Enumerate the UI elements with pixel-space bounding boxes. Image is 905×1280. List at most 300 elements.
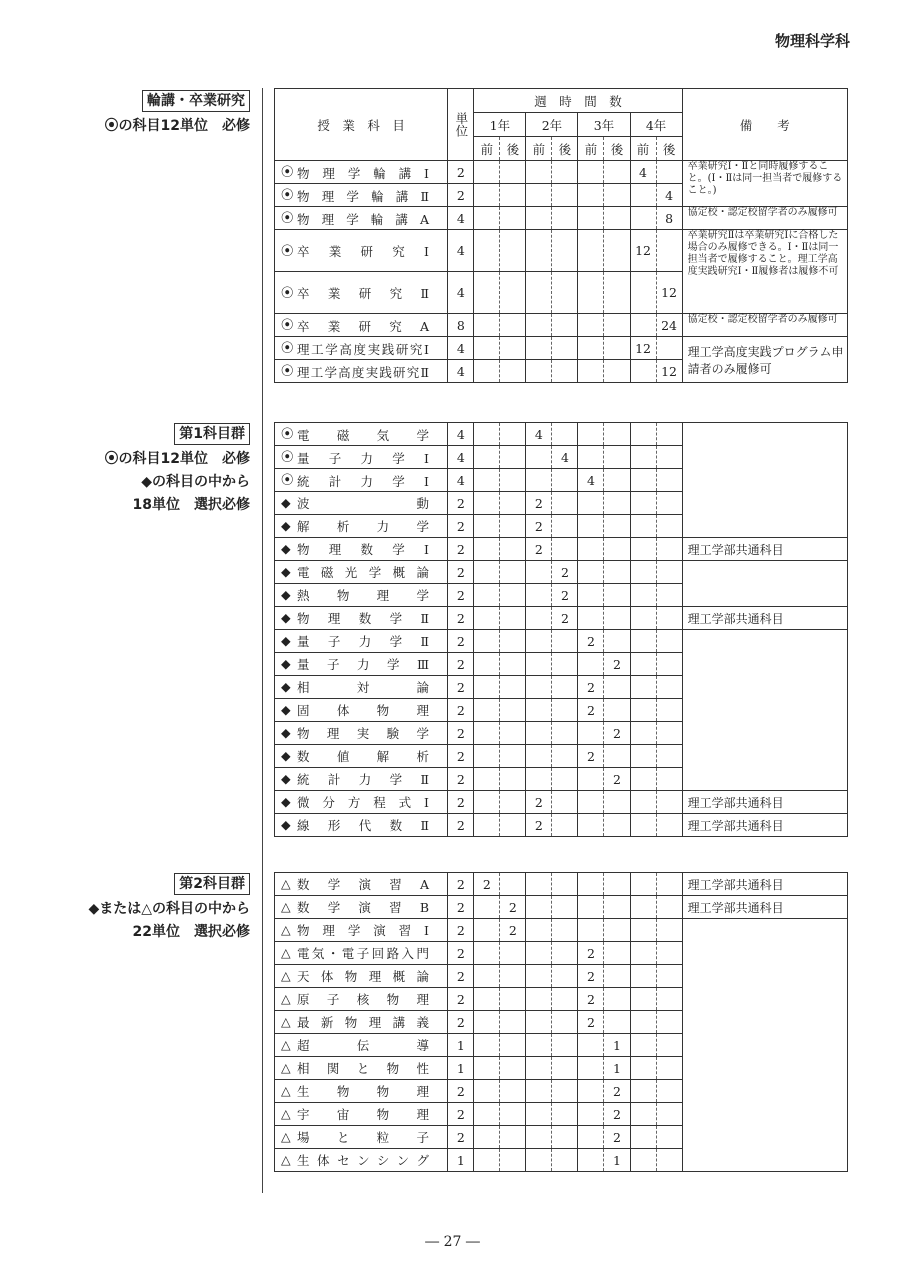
- course-name: 熱物理学: [297, 588, 429, 603]
- hours-cell: [656, 230, 682, 272]
- hours-cell: [656, 423, 682, 446]
- hours-cell: [474, 965, 500, 988]
- hours-cell: 2: [578, 745, 604, 768]
- hours-cell: [552, 337, 578, 360]
- units-cell: 2: [448, 768, 474, 791]
- hours-cell: [578, 515, 604, 538]
- course-row: [275, 814, 848, 837]
- subject-cell: [275, 699, 448, 722]
- hours-cell: [474, 469, 500, 492]
- hours-cell: [500, 492, 526, 515]
- subject-cell: [275, 184, 448, 207]
- course-name: 原子核物理: [297, 992, 429, 1007]
- hours-cell: [474, 184, 500, 207]
- course-mark-icon: △: [281, 990, 291, 1006]
- hours-cell: [474, 515, 500, 538]
- course-name: 超伝導: [297, 1038, 429, 1053]
- units-cell: 2: [448, 919, 474, 942]
- hours-cell: [526, 896, 552, 919]
- hours-cell: [500, 699, 526, 722]
- hours-cell: [656, 942, 682, 965]
- units-cell: 2: [448, 699, 474, 722]
- hours-cell: [630, 896, 656, 919]
- subject-cell: [275, 230, 448, 272]
- hours-cell: [630, 1103, 656, 1126]
- hours-cell: [604, 919, 630, 942]
- hours-cell: 1: [604, 1057, 630, 1080]
- subject-cell: [275, 561, 448, 584]
- hours-cell: [526, 1080, 552, 1103]
- course-mark-icon: ◆: [281, 586, 291, 602]
- subject-cell: [275, 919, 448, 942]
- hours-cell: 2: [604, 1103, 630, 1126]
- hours-cell: [500, 515, 526, 538]
- hours-cell: [656, 653, 682, 676]
- hours-cell: [500, 768, 526, 791]
- hours-cell: [552, 360, 578, 383]
- hours-cell: 2: [552, 561, 578, 584]
- hours-cell: [500, 653, 526, 676]
- hours-cell: [630, 1149, 656, 1172]
- course-mark-icon: △: [281, 1105, 291, 1121]
- hours-cell: [474, 607, 500, 630]
- course-mark-icon: ◆: [281, 701, 291, 717]
- course-mark-icon: ◆: [281, 540, 291, 556]
- hours-cell: [552, 184, 578, 207]
- hours-cell: [552, 161, 578, 184]
- hours-cell: [526, 745, 552, 768]
- hours-cell: [578, 561, 604, 584]
- hours-cell: [500, 1126, 526, 1149]
- course-table-group1: [274, 422, 848, 837]
- hours-cell: [604, 942, 630, 965]
- course-mark-icon: ◆: [281, 632, 291, 648]
- hours-cell: [578, 1057, 604, 1080]
- hours-cell: [578, 538, 604, 561]
- course-mark-icon: ◆: [281, 793, 291, 809]
- hours-cell: [604, 561, 630, 584]
- hours-cell: [526, 184, 552, 207]
- hours-cell: [474, 768, 500, 791]
- hours-cell: [578, 768, 604, 791]
- hours-cell: [552, 965, 578, 988]
- header-term: 後: [500, 137, 526, 161]
- units-cell: 1: [448, 1057, 474, 1080]
- hours-cell: [656, 745, 682, 768]
- units-cell: 4: [448, 337, 474, 360]
- hours-cell: [552, 814, 578, 837]
- course-name: 固体物理: [297, 703, 429, 718]
- hours-cell: [578, 314, 604, 337]
- course-name: 電磁光学概論: [297, 565, 429, 580]
- hours-cell: [656, 1057, 682, 1080]
- units-cell: 4: [448, 207, 474, 230]
- hours-cell: [630, 360, 656, 383]
- hours-cell: [656, 607, 682, 630]
- hours-cell: [526, 446, 552, 469]
- hours-cell: [630, 699, 656, 722]
- hours-cell: [630, 873, 656, 896]
- hours-cell: [656, 446, 682, 469]
- course-mark-icon: △: [281, 1036, 291, 1052]
- course-mark-icon: ◆: [281, 609, 291, 625]
- hours-cell: [552, 722, 578, 745]
- hours-cell: [474, 337, 500, 360]
- hours-cell: [500, 1011, 526, 1034]
- hours-cell: [474, 423, 500, 446]
- hours-cell: 2: [526, 791, 552, 814]
- hours-cell: 8: [656, 207, 682, 230]
- hours-cell: [526, 469, 552, 492]
- subject-cell: [275, 942, 448, 965]
- hours-cell: [630, 919, 656, 942]
- units-cell: 2: [448, 161, 474, 184]
- hours-cell: [604, 1011, 630, 1034]
- hours-cell: [604, 538, 630, 561]
- hours-cell: [500, 561, 526, 584]
- hours-cell: [656, 469, 682, 492]
- hours-cell: 4: [578, 469, 604, 492]
- header-term: 後: [552, 137, 578, 161]
- hours-cell: [552, 272, 578, 314]
- course-mark-icon: △: [281, 921, 291, 937]
- hours-cell: [578, 184, 604, 207]
- course-name: 生体センシング: [297, 1153, 429, 1168]
- course-mark-icon: ◆: [281, 724, 291, 740]
- hours-cell: [630, 561, 656, 584]
- course-name: 量子力学Ⅲ: [297, 657, 429, 672]
- units-cell: 4: [448, 469, 474, 492]
- course-mark-icon: △: [281, 1059, 291, 1075]
- hours-cell: [474, 1103, 500, 1126]
- hours-cell: [604, 492, 630, 515]
- hours-cell: 2: [604, 653, 630, 676]
- hours-cell: [604, 515, 630, 538]
- course-mark-icon: ◆: [281, 494, 291, 510]
- hours-cell: [526, 965, 552, 988]
- hours-cell: [526, 1034, 552, 1057]
- hours-cell: [526, 230, 552, 272]
- header-term: 前: [474, 137, 500, 161]
- course-row: [275, 607, 848, 630]
- remarks-cell: 協定校・認定校留学者のみ履修可: [682, 314, 847, 337]
- hours-cell: [552, 1011, 578, 1034]
- hours-cell: [656, 492, 682, 515]
- course-name: 統計力学Ⅱ: [297, 772, 429, 787]
- course-mark-icon: ◆: [281, 770, 291, 786]
- course-mark-icon: ⦿: [281, 317, 294, 333]
- course-row: [275, 561, 848, 584]
- hours-cell: [604, 423, 630, 446]
- subject-cell: [275, 584, 448, 607]
- course-name: 相対論: [297, 680, 429, 695]
- hours-cell: [552, 469, 578, 492]
- hours-cell: [500, 745, 526, 768]
- hours-cell: [604, 896, 630, 919]
- hours-cell: 2: [526, 492, 552, 515]
- hours-cell: [474, 676, 500, 699]
- hours-cell: [526, 1103, 552, 1126]
- hours-cell: [526, 873, 552, 896]
- hours-cell: [500, 722, 526, 745]
- course-name: 物理学演習Ⅰ: [297, 923, 429, 938]
- hours-cell: [630, 584, 656, 607]
- subject-cell: [275, 791, 448, 814]
- hours-cell: [500, 161, 526, 184]
- hours-cell: [526, 561, 552, 584]
- course-mark-icon: ◆: [281, 655, 291, 671]
- hours-cell: [474, 653, 500, 676]
- units-cell: 2: [448, 965, 474, 988]
- hours-cell: [656, 1034, 682, 1057]
- course-row: [275, 337, 848, 360]
- course-name: 理工学高度実践研究Ⅱ: [297, 364, 429, 380]
- hours-cell: [630, 722, 656, 745]
- hours-cell: [526, 1149, 552, 1172]
- subject-cell: [275, 1057, 448, 1080]
- section2-label: [105, 423, 250, 517]
- units-cell: 2: [448, 942, 474, 965]
- hours-cell: 2: [578, 699, 604, 722]
- hours-cell: [500, 1103, 526, 1126]
- hours-cell: [500, 538, 526, 561]
- course-row: [275, 230, 848, 272]
- course-mark-icon: △: [281, 1128, 291, 1144]
- hours-cell: [474, 446, 500, 469]
- remarks-cell: [682, 630, 847, 791]
- remarks-cell: 理工学高度実践プログラム申請者のみ履修可: [682, 337, 847, 383]
- units-cell: 2: [448, 896, 474, 919]
- remarks-cell: 卒業研究Ⅰ・Ⅱと同時履修すること。(Ⅰ・Ⅱは同一担当者で履修すること。): [682, 161, 847, 207]
- hours-cell: [578, 1034, 604, 1057]
- subject-cell: [275, 653, 448, 676]
- hours-cell: [526, 699, 552, 722]
- subject-cell: [275, 161, 448, 184]
- units-cell: 2: [448, 607, 474, 630]
- hours-cell: [474, 1034, 500, 1057]
- section3-label: [88, 873, 250, 944]
- hours-cell: [474, 584, 500, 607]
- hours-cell: [552, 538, 578, 561]
- department-title: 物理科学科: [774, 32, 850, 50]
- hours-cell: [474, 896, 500, 919]
- hours-cell: [630, 607, 656, 630]
- course-mark-icon: △: [281, 967, 291, 983]
- hours-cell: [656, 814, 682, 837]
- course-mark-icon: △: [281, 898, 291, 914]
- hours-cell: [656, 919, 682, 942]
- header-year: 1年: [474, 113, 526, 137]
- hours-cell: [526, 630, 552, 653]
- course-name: 物理数学Ⅱ: [297, 611, 429, 626]
- hours-cell: [656, 515, 682, 538]
- course-name: 物理実験学: [297, 726, 429, 741]
- hours-cell: [604, 314, 630, 337]
- hours-cell: 2: [578, 965, 604, 988]
- course-mark-icon: ⦿: [281, 164, 294, 180]
- course-name: 物理学輪講Ⅱ: [297, 188, 429, 204]
- hours-cell: [474, 814, 500, 837]
- course-name: 理工学高度実践研究Ⅰ: [297, 341, 429, 357]
- hours-cell: 2: [578, 676, 604, 699]
- hours-cell: [578, 1103, 604, 1126]
- hours-cell: 4: [656, 184, 682, 207]
- header-weekly-hours: 週 時 間 数: [474, 89, 682, 113]
- hours-cell: 4: [526, 423, 552, 446]
- hours-cell: [578, 207, 604, 230]
- units-cell: 2: [448, 1080, 474, 1103]
- course-name: 波動: [297, 496, 429, 511]
- header-term: 前: [526, 137, 552, 161]
- hours-cell: [500, 584, 526, 607]
- hours-cell: [604, 814, 630, 837]
- hours-cell: [630, 768, 656, 791]
- hours-cell: 2: [526, 515, 552, 538]
- course-name: 場と粒子: [297, 1130, 429, 1145]
- subject-cell: [275, 1080, 448, 1103]
- subject-cell: [275, 873, 448, 896]
- hours-cell: [656, 965, 682, 988]
- hours-cell: 1: [604, 1149, 630, 1172]
- hours-cell: [656, 1080, 682, 1103]
- hours-cell: [500, 1034, 526, 1057]
- header-year: 3年: [578, 113, 630, 137]
- hours-cell: [656, 1103, 682, 1126]
- hours-cell: [630, 1034, 656, 1057]
- course-name: 卒業研究Ⅰ: [297, 244, 429, 260]
- hours-cell: 2: [604, 722, 630, 745]
- hours-cell: [630, 538, 656, 561]
- hours-cell: [474, 919, 500, 942]
- hours-cell: [474, 1011, 500, 1034]
- units-cell: 2: [448, 873, 474, 896]
- hours-cell: [604, 446, 630, 469]
- hours-cell: [526, 607, 552, 630]
- hours-cell: 12: [656, 360, 682, 383]
- hours-cell: [474, 630, 500, 653]
- subject-cell: [275, 337, 448, 360]
- hours-cell: 2: [578, 942, 604, 965]
- units-cell: 8: [448, 314, 474, 337]
- course-mark-icon: ◆: [281, 747, 291, 763]
- hours-cell: [630, 1126, 656, 1149]
- hours-cell: [630, 272, 656, 314]
- hours-cell: [578, 722, 604, 745]
- hours-cell: [526, 653, 552, 676]
- hours-cell: 2: [474, 873, 500, 896]
- units-cell: 2: [448, 538, 474, 561]
- subject-cell: [275, 360, 448, 383]
- course-mark-icon: ⦿: [281, 363, 294, 379]
- hours-cell: [604, 676, 630, 699]
- hours-cell: [656, 699, 682, 722]
- course-name: 生物物理: [297, 1084, 429, 1099]
- hours-cell: 2: [578, 1011, 604, 1034]
- hours-cell: [474, 230, 500, 272]
- hours-cell: [630, 988, 656, 1011]
- remarks-cell: 理工学部共通科目: [682, 896, 847, 919]
- hours-cell: [552, 896, 578, 919]
- course-name: 物理数学Ⅰ: [297, 542, 429, 557]
- hours-cell: [500, 184, 526, 207]
- hours-cell: [552, 768, 578, 791]
- subject-cell: [275, 515, 448, 538]
- hours-cell: 2: [500, 896, 526, 919]
- remarks-cell: 理工学部共通科目: [682, 607, 847, 630]
- hours-cell: [474, 791, 500, 814]
- hours-cell: [474, 1057, 500, 1080]
- course-mark-icon: △: [281, 1082, 291, 1098]
- subject-cell: [275, 314, 448, 337]
- header-units: 単位: [448, 89, 474, 161]
- hours-cell: [656, 561, 682, 584]
- units-cell: 2: [448, 584, 474, 607]
- hours-cell: [604, 207, 630, 230]
- subject-cell: [275, 768, 448, 791]
- hours-cell: [578, 492, 604, 515]
- course-row: [275, 630, 848, 653]
- course-mark-icon: △: [281, 1013, 291, 1029]
- course-name: 天体物理概論: [297, 969, 429, 984]
- course-mark-icon: △: [281, 875, 291, 891]
- remarks-cell: [682, 423, 847, 538]
- units-cell: 1: [448, 1149, 474, 1172]
- hours-cell: [578, 814, 604, 837]
- units-cell: 4: [448, 446, 474, 469]
- hours-cell: [474, 745, 500, 768]
- hours-cell: [526, 1057, 552, 1080]
- course-row: [275, 423, 848, 446]
- hours-cell: [552, 314, 578, 337]
- hours-cell: [552, 699, 578, 722]
- hours-cell: [578, 607, 604, 630]
- units-cell: 4: [448, 230, 474, 272]
- subject-cell: [275, 538, 448, 561]
- section2-line: ⦿の科目12単位 必修: [104, 451, 250, 467]
- hours-cell: [474, 699, 500, 722]
- course-name: 数学演習B: [297, 900, 429, 915]
- course-mark-icon: ⦿: [281, 340, 294, 356]
- hours-cell: [578, 919, 604, 942]
- hours-cell: [526, 676, 552, 699]
- hours-cell: 1: [604, 1034, 630, 1057]
- hours-cell: 2: [604, 1080, 630, 1103]
- hours-cell: 2: [578, 988, 604, 1011]
- units-cell: 2: [448, 515, 474, 538]
- hours-cell: [656, 337, 682, 360]
- course-name: 最新物理講義: [297, 1015, 429, 1030]
- hours-cell: [656, 161, 682, 184]
- course-row: [275, 896, 848, 919]
- course-row: [275, 919, 848, 942]
- units-cell: 2: [448, 722, 474, 745]
- course-mark-icon: ⦿: [281, 449, 294, 465]
- hours-cell: [656, 1011, 682, 1034]
- hours-cell: [552, 873, 578, 896]
- hours-cell: [474, 161, 500, 184]
- section2-title: 第1科目群: [174, 423, 250, 445]
- hours-cell: [578, 1080, 604, 1103]
- header-term: 前: [578, 137, 604, 161]
- header-row: [275, 89, 848, 113]
- course-table-graduation: [274, 88, 848, 383]
- hours-cell: [474, 1126, 500, 1149]
- hours-cell: [526, 207, 552, 230]
- units-cell: 2: [448, 1126, 474, 1149]
- course-name: 微分方程式Ⅰ: [297, 795, 429, 810]
- hours-cell: [630, 515, 656, 538]
- hours-cell: [630, 423, 656, 446]
